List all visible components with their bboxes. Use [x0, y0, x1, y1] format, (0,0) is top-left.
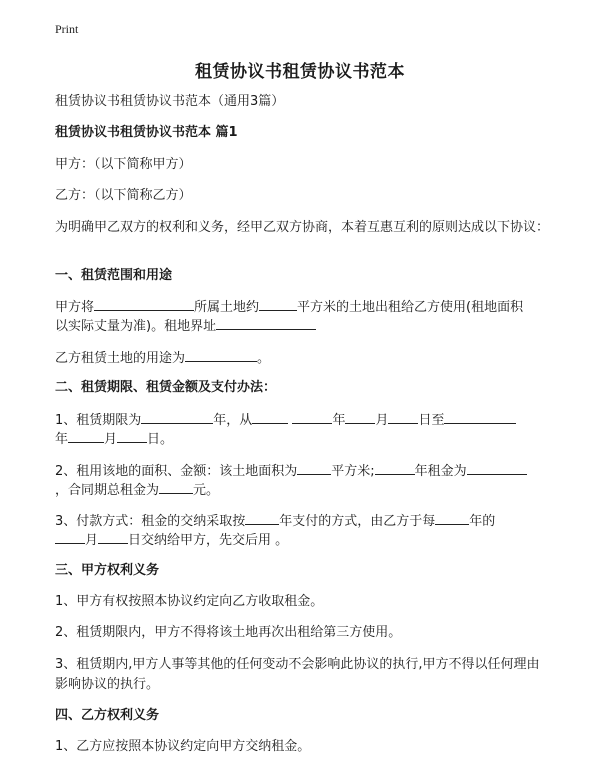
rent-text-c: 年租金为: [414, 464, 467, 479]
rent-text-b: 平方米;: [331, 464, 375, 479]
party-b-line: 乙方：（以下简称乙方）: [55, 188, 192, 203]
blank-payment-month: [55, 529, 85, 544]
blank-end-year: [444, 409, 516, 424]
document-title: 租赁协议书租赁协议书范本: [195, 62, 405, 82]
blank-term-years: [141, 409, 213, 424]
party-a-line: 甲方：（以下简称甲方）: [55, 157, 192, 172]
blank-end-day: [117, 428, 147, 443]
party-b-clause-1: 1、乙方应按照本协议约定向甲方交纳租金。: [55, 739, 311, 754]
scope-text-d: 以实际丈量为准)。租地界址: [55, 319, 217, 334]
party-a-clause-1: 1、甲方有权按照本协议约定向乙方收取租金。: [55, 594, 324, 609]
blank-payment-year: [435, 510, 469, 525]
section-title: 租赁协议书租赁协议书范本 篇1: [55, 125, 238, 140]
heading-scope: 一、租赁范围和用途: [55, 268, 173, 283]
rent-line2: [55, 479, 555, 501]
blank-area: [259, 296, 297, 311]
heading-party-a-rights: 三、甲方权利义务: [55, 563, 160, 578]
land-use-line: [55, 347, 555, 369]
payment-text-c: 年的: [469, 514, 496, 529]
payment-line2: [55, 529, 555, 551]
heading-term: 二、租赁期限、租赁金额及支付办法：: [55, 380, 277, 395]
blank-total-rent: [159, 479, 193, 494]
heading-party-b-rights: 四、乙方权利义务: [55, 708, 160, 723]
payment-text-d: 月: [85, 533, 99, 548]
blank-start-year-2: [292, 409, 332, 424]
scope-text-a: 甲方将: [55, 300, 95, 315]
blank-land-area: [297, 460, 331, 475]
blank-start-day: [388, 409, 418, 424]
term-text-c: 年: [332, 413, 346, 428]
blank-start-month: [345, 409, 375, 424]
term-line2: [55, 428, 555, 450]
rent-text-a: 2、租用该地的面积、金额：该土地面积为: [55, 464, 298, 479]
blank-annual-rent: [467, 460, 527, 475]
term-text-e: 日至: [418, 413, 445, 428]
term-text-d: 月: [375, 413, 389, 428]
land-use-text-b: 。: [257, 351, 271, 366]
rent-text-d: ，合同期总租金为: [55, 483, 160, 498]
term-text-a: 1、租赁期限为: [55, 413, 142, 428]
blank-land-use: [185, 347, 257, 362]
term-text-f: 年: [55, 432, 69, 447]
blank-land-owner: [94, 296, 194, 311]
party-a-clause-3: 3、租赁期内,甲方人事等其他的任何变动不会影响此协议的执行,甲方不得以任何理由影响协议的执行。: [55, 657, 540, 692]
term-text-h: 日。: [147, 432, 174, 447]
blank-rent-year: [375, 460, 415, 475]
document-subtitle: 租赁协议书租赁协议书范本（通用3篇）: [55, 94, 285, 109]
blank-payment-interval: [245, 510, 279, 525]
term-text-g: 月: [104, 432, 118, 447]
land-use-text-a: 乙方租赁土地的用途为: [55, 351, 186, 366]
blank-end-month: [68, 428, 104, 443]
payment-text-b: 年支付的方式，由乙方于每: [279, 514, 436, 529]
blank-boundary: [216, 315, 316, 330]
scope-paragraph-line2: [55, 315, 555, 337]
blank-payment-day: [98, 529, 128, 544]
intro-paragraph: 为明确甲乙双方的权利和义务，经甲乙双方协商，本着互惠互利的原则达成以下协议：: [55, 220, 550, 235]
scope-text-b: 所属土地约: [194, 300, 260, 315]
payment-text-a: 3、付款方式：租金的交纳采取按: [55, 514, 246, 529]
term-text-b: 年，从: [213, 413, 253, 428]
blank-start-year-1: [252, 409, 288, 424]
print-label: Print: [55, 22, 79, 36]
party-a-clause-2: 2、租赁期限内，甲方不得将该土地再次出租给第三方使用。: [55, 625, 402, 640]
scope-text-c: 平方米的土地出租给乙方使用(租地面积: [297, 300, 524, 315]
payment-text-e: 日交纳给甲方，先交后用 。: [128, 533, 289, 548]
rent-text-e: 元。: [193, 483, 220, 498]
